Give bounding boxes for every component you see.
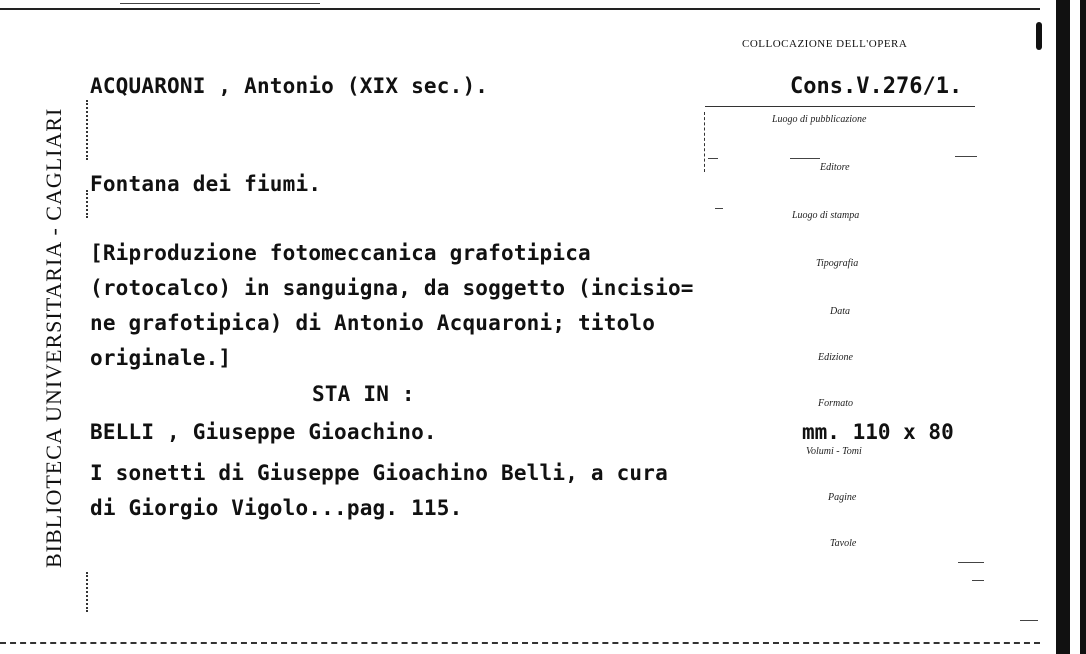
library-stamp: BIBLIOTECA UNIVERSITARIA - CAGLIARI — [41, 107, 66, 568]
collocation-header: COLLOCAZIONE DELL'OPERA — [742, 38, 908, 50]
description-line: [Riproduzione fotomeccanica grafotipica — [90, 241, 591, 265]
scan-top-line — [0, 8, 1040, 10]
left-margin-marker — [86, 572, 88, 612]
scan-bottom-line — [0, 642, 1040, 644]
label-data: Data — [830, 306, 850, 317]
author-line: ACQUARONI , Antonio (XIX sec.). — [90, 74, 489, 98]
source-title-block — [90, 456, 770, 526]
format-value: mm. 110 x 80 — [802, 420, 954, 444]
dash-mark — [972, 580, 984, 581]
right-column-divider — [704, 112, 705, 172]
label-formato: Formato — [818, 398, 853, 409]
label-pagine: Pagine — [828, 492, 857, 503]
label-editore: Editore — [820, 162, 850, 173]
description-line: originale.] — [90, 346, 232, 370]
left-margin-marker — [86, 190, 88, 218]
scan-top-line-short — [120, 3, 320, 4]
label-luogo-stampa: Luogo di stampa — [792, 210, 860, 221]
label-edizione: Edizione — [818, 352, 853, 363]
scan-right-edge-gap — [1070, 0, 1080, 654]
source-line: di Giorgio Vigolo...pag. 115. — [90, 496, 463, 520]
left-margin-marker — [86, 100, 88, 160]
label-volumi-tomi: Volumi - Tomi — [806, 446, 862, 457]
label-luogo-pubblicazione: Luogo di pubblicazione — [772, 114, 867, 125]
dash-mark — [958, 562, 984, 563]
collocation-underline — [705, 106, 975, 107]
source-line: I sonetti di Giuseppe Gioachino Belli, a cura — [90, 461, 668, 485]
description-line: ne grafotipica) di Antonio Acquaroni; titolo — [90, 311, 656, 335]
sta-in-label: STA IN : — [312, 382, 415, 406]
dash-mark — [708, 158, 718, 159]
label-tavole: Tavole — [830, 538, 857, 549]
dash-mark — [955, 156, 977, 157]
description-line: (rotocalco) in sanguigna, da soggetto (incisio= — [90, 276, 694, 300]
label-tipografia: Tipografia — [816, 258, 859, 269]
scan-mark — [1036, 22, 1042, 50]
description-block — [90, 236, 770, 376]
dash-mark — [715, 208, 723, 209]
collocation-value: Cons.V.276/1. — [790, 74, 963, 99]
dash-mark — [790, 158, 820, 159]
dash-mark — [1020, 620, 1038, 621]
title-line: Fontana dei fiumi. — [90, 172, 322, 196]
source-author-line: BELLI , Giuseppe Gioachino. — [90, 420, 437, 444]
